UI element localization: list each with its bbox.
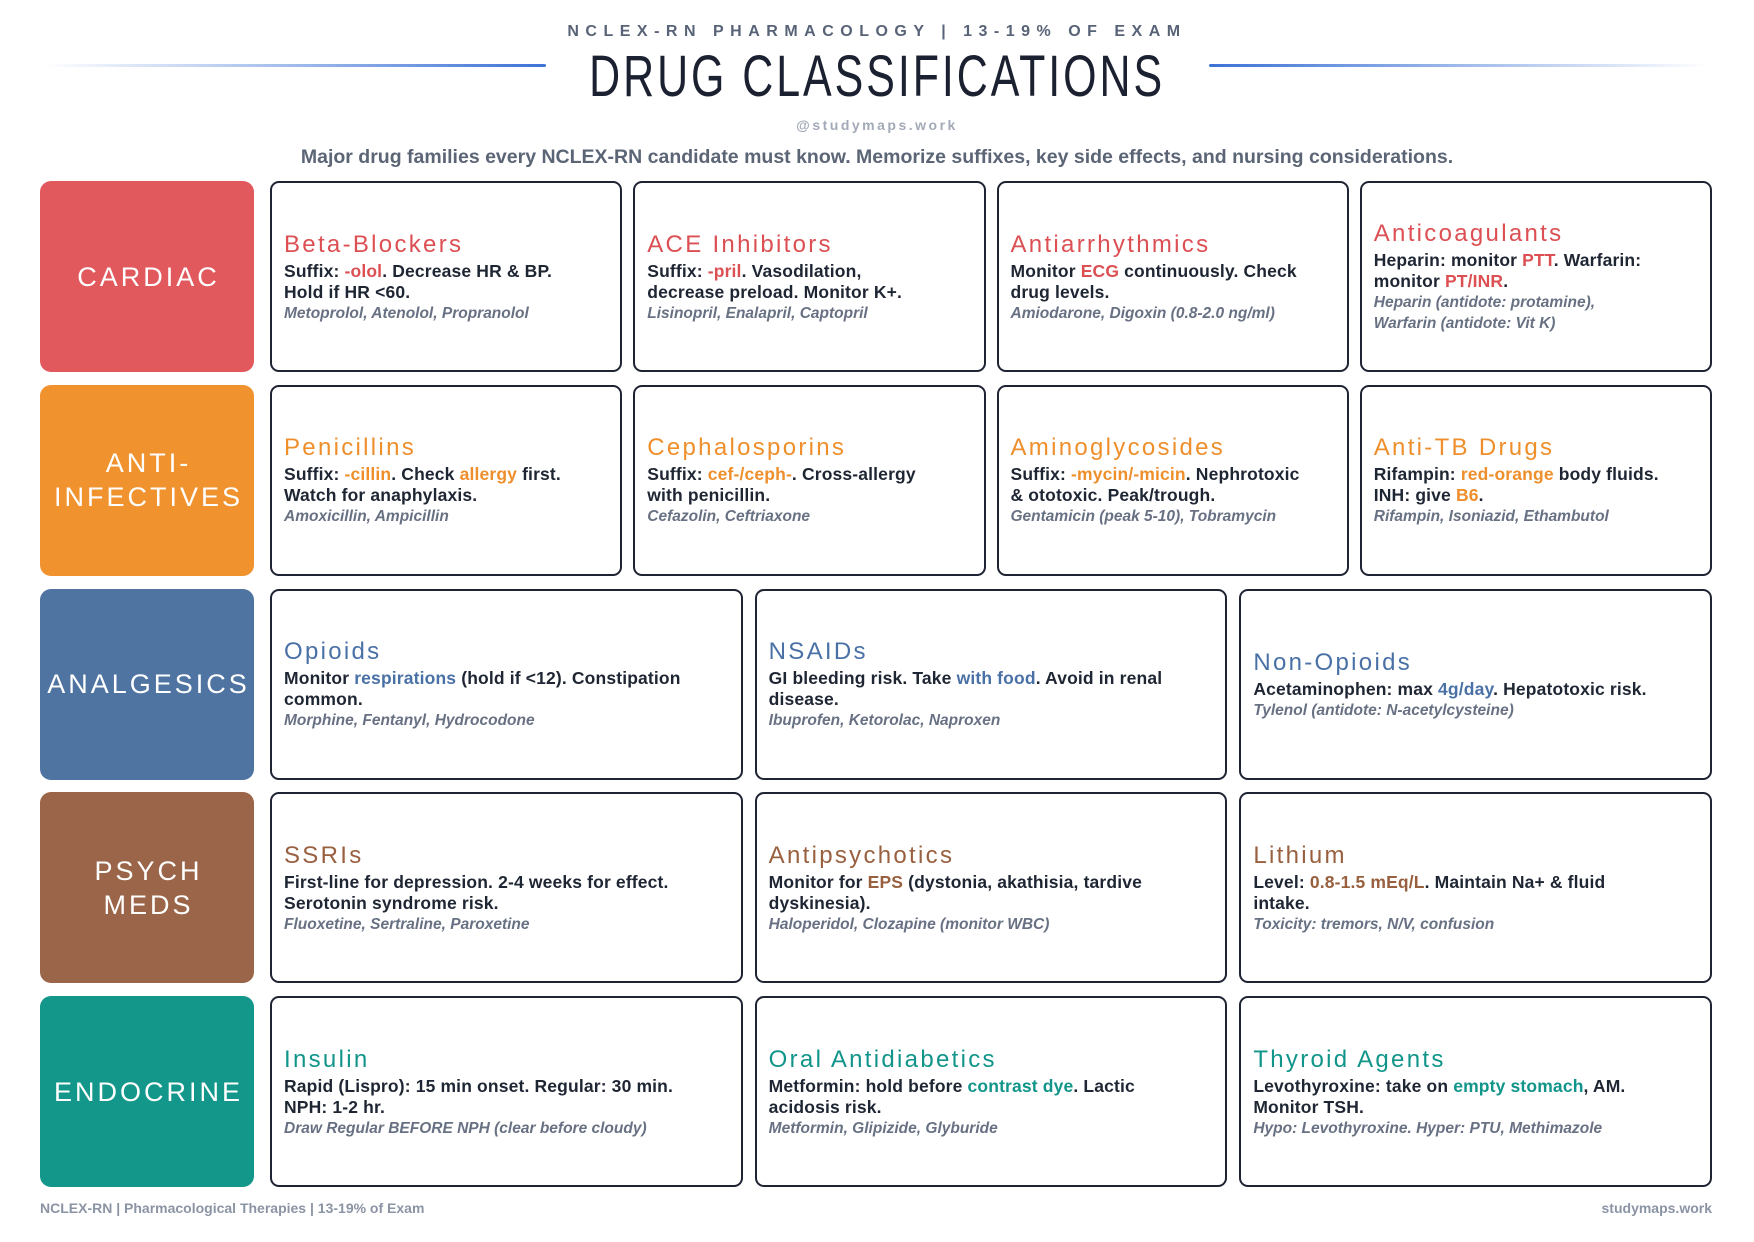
body-text: Monitor: [1010, 260, 1081, 281]
drug-classification-grid: [40, 181, 1712, 1187]
drug-card-beta-blockers: [270, 181, 622, 372]
body-text: Acetaminophen: max: [1253, 678, 1439, 699]
body-text: Monitor for: [768, 871, 868, 892]
category-label-psych-meds: [40, 792, 254, 983]
category-label-line: ANTI-: [105, 448, 192, 479]
body-text: . Avoid in renal: [1035, 668, 1163, 688]
body-text: . Warfarin:: [1553, 250, 1642, 270]
card-body-line: [647, 485, 973, 506]
body-text: first.: [517, 464, 561, 485]
body-text: Levothyroxine: take on: [1253, 1075, 1454, 1096]
card-body-line: [1253, 679, 1700, 700]
key-term-highlight: contrast dye: [967, 1075, 1074, 1096]
category-label-anti-infectives: [40, 385, 254, 576]
body-text: Suffix:: [284, 260, 345, 281]
card-body-line: [647, 464, 973, 485]
example-drugs: Metformin, Glipizide, Glyburide: [768, 1119, 998, 1137]
card-body-line: [1011, 485, 1337, 506]
example-drugs: Fluoxetine, Sertraline, Paroxetine: [284, 915, 530, 933]
card-body-line: [284, 668, 731, 689]
key-term-highlight: PT/INR: [1444, 271, 1504, 291]
body-text: (hold if <12). Constipation: [456, 668, 681, 688]
key-term-highlight: empty stomach: [1453, 1075, 1584, 1096]
card-body-line: [1253, 1097, 1700, 1118]
card-body-line: [1253, 1076, 1700, 1097]
example-drugs: Lisinopril, Enalapril, Captopril: [647, 304, 868, 322]
drug-card-non-opioids: [1239, 589, 1712, 780]
body-text: Metformin: hold before: [768, 1075, 968, 1096]
drug-card-lithium: [1239, 792, 1712, 983]
category-row-psych-meds: [40, 792, 1712, 983]
category-row-endocrine: [40, 996, 1712, 1187]
example-drugs: Haloperidol, Clozapine (monitor WBC): [768, 915, 1050, 933]
key-term-highlight: -pril: [707, 260, 742, 281]
category-row-analgesics: [40, 589, 1712, 780]
key-term-highlight: PTT: [1522, 250, 1554, 270]
drug-class-title: Anticoagulants: [1373, 220, 1564, 247]
title-container: [0, 44, 1754, 109]
body-text: & ototoxic. Peak/trough.: [1010, 485, 1216, 506]
author-handle: @studymaps.work: [796, 117, 958, 133]
drug-class-title: Penicillins: [284, 434, 417, 462]
category-row-cardiac: [40, 181, 1712, 372]
card-body-line: [284, 485, 610, 506]
card-body-line: [284, 464, 610, 485]
drug-class-title: Anti-TB Drugs: [1373, 434, 1555, 462]
card-body-line: [1374, 250, 1700, 271]
card-body-line: [1011, 464, 1337, 485]
drug-class-title: Antiarrhythmics: [1010, 230, 1211, 258]
example-drugs: Draw Regular BEFORE NPH (clear before cloudy): [284, 1119, 647, 1137]
example-drugs: Cefazolin, Ceftriaxone: [647, 508, 811, 526]
body-text: . Check: [391, 464, 460, 485]
intro-text: Major drug families every NCLEX-RN candidate must know. Memorize suffixes, key side effects, and nursing considerations.: [300, 146, 1454, 168]
card-body-line: [1011, 282, 1337, 303]
drug-card-thyroid-agents: [1239, 996, 1712, 1187]
body-text: monitor: [1373, 271, 1445, 291]
body-text: Rifampin:: [1373, 464, 1461, 485]
card-body-line: [769, 1097, 1216, 1118]
body-text: common.: [284, 689, 363, 709]
card-body-line: [769, 893, 1216, 914]
page-title: DRUG CLASSIFICATIONS: [589, 44, 1165, 109]
card-body-line: [284, 1076, 731, 1097]
body-text: First-line for depression. 2-4 weeks for effect.: [284, 871, 669, 892]
card-body-line: [769, 1076, 1216, 1097]
drug-card-aminoglycosides: [997, 385, 1349, 576]
header-eyebrow: NCLEX-RN PHARMACOLOGY | 13-19% OF EXAM: [567, 23, 1187, 40]
drug-class-title: NSAIDs: [768, 638, 868, 665]
card-body-line: [647, 261, 973, 282]
body-text: Serotonin syndrome risk.: [284, 892, 499, 913]
drug-class-title: Antipsychotics: [768, 841, 955, 869]
drug-card-opioids: [270, 589, 743, 780]
card-group-analgesics: [270, 589, 1712, 780]
card-body-line: [284, 872, 731, 893]
key-term-highlight: 0.8-1.5 mEq/L: [1309, 871, 1425, 892]
body-text: acidosis risk.: [768, 1096, 882, 1117]
drug-class-title: Beta-Blockers: [284, 230, 464, 258]
key-term-highlight: EPS: [867, 871, 904, 892]
category-label-analgesics: [40, 589, 254, 780]
drug-class-title: Opioids: [284, 638, 382, 665]
example-drugs: Morphine, Fentanyl, Hydrocodone: [284, 712, 535, 729]
card-body-line: [769, 668, 1216, 689]
drug-class-title: Insulin: [284, 1045, 370, 1073]
key-term-highlight: -cillin: [344, 464, 392, 485]
body-text: Heparin: monitor: [1373, 250, 1523, 270]
drug-class-title: SSRIs: [284, 841, 364, 869]
body-text: Monitor TSH.: [1253, 1096, 1364, 1117]
body-text: Suffix:: [647, 260, 708, 281]
body-text: NPH: 1-2 hr.: [284, 1096, 385, 1117]
example-drugs: Ibuprofen, Ketorolac, Naproxen: [768, 712, 1001, 729]
drug-class-title: Aminoglycosides: [1010, 434, 1226, 462]
example-drugs: Heparin (antidote: protamine),: [1373, 294, 1596, 311]
body-text: body fluids.: [1553, 464, 1659, 485]
card-body-line: [284, 689, 731, 710]
body-text: Suffix:: [284, 464, 345, 485]
example-drugs: Metoprolol, Atenolol, Propranolol: [284, 304, 529, 322]
body-text: . Lactic: [1073, 1075, 1135, 1096]
card-body-line: [1011, 261, 1337, 282]
category-label-line: CARDIAC: [77, 261, 220, 292]
card-body-line: [1374, 464, 1700, 485]
key-term-highlight: B6: [1455, 485, 1479, 506]
example-drugs: Toxicity: tremors, N/V, confusion: [1253, 915, 1495, 933]
card-body-line: [647, 282, 973, 303]
key-term-highlight: -mycin/-micin: [1071, 464, 1186, 485]
category-label-cardiac: [40, 181, 254, 372]
example-drugs: Rifampin, Isoniazid, Ethambutol: [1373, 508, 1609, 526]
example-drugs: Hypo: Levothyroxine. Hyper: PTU, Methimazole: [1253, 1119, 1603, 1137]
example-drugs: Gentamicin (peak 5-10), Tobramycin: [1010, 508, 1277, 526]
example-drugs: Amiodarone, Digoxin (0.8-2.0 ng/ml): [1010, 304, 1275, 322]
drug-card-penicillins: [270, 385, 622, 576]
key-term-highlight: respirations: [354, 668, 457, 688]
category-label-line: ANALGESICS: [47, 669, 250, 699]
body-text: . Nephrotoxic: [1185, 464, 1300, 485]
key-term-highlight: allergy: [459, 464, 518, 485]
body-text: Suffix:: [647, 464, 708, 485]
body-text: .: [1503, 271, 1509, 291]
body-text: with penicillin.: [647, 485, 771, 506]
drug-class-title: Lithium: [1253, 841, 1347, 869]
drug-card-antipsychotics: [755, 792, 1228, 983]
category-label-line: MEDS: [103, 889, 194, 920]
drug-class-title: Cephalosporins: [647, 434, 847, 462]
example-drugs: Tylenol (antidote: N-acetylcysteine): [1253, 701, 1514, 719]
body-text: decrease preload. Monitor K+.: [647, 281, 903, 302]
card-body-line: [284, 261, 610, 282]
footer-brand: studymaps.work: [1601, 1200, 1712, 1216]
card-body-line: [284, 282, 610, 303]
card-body-line: [1374, 271, 1700, 292]
body-text: GI bleeding risk. Take: [768, 668, 957, 688]
drug-card-oral-antidiabetics: [755, 996, 1228, 1187]
drug-class-title: Oral Antidiabetics: [768, 1045, 997, 1073]
drug-card-insulin: [270, 996, 743, 1187]
body-text: drug levels.: [1010, 281, 1110, 302]
drug-card-antiarrhythmics: [997, 181, 1349, 372]
key-term-highlight: 4g/day: [1438, 678, 1494, 699]
card-body-line: [769, 689, 1216, 710]
category-row-anti-infectives: [40, 385, 1712, 576]
body-text: (dystonia, akathisia, tardive: [903, 871, 1143, 892]
body-text: disease.: [768, 689, 839, 709]
drug-card-ssris: [270, 792, 743, 983]
card-group-cardiac: [270, 181, 1712, 372]
body-text: .: [1478, 485, 1484, 506]
card-group-endocrine: [270, 996, 1712, 1187]
drug-card-cephalosporins: [633, 385, 985, 576]
body-text: , AM.: [1583, 1075, 1626, 1096]
drug-class-title: Thyroid Agents: [1253, 1045, 1446, 1073]
body-text: intake.: [1253, 892, 1310, 913]
category-label-line: INFECTIVES: [53, 482, 244, 513]
body-text: . Cross-allergy: [791, 464, 916, 485]
card-body-line: [769, 872, 1216, 893]
card-body-line: [1374, 485, 1700, 506]
card-body-line: [1253, 893, 1700, 914]
body-text: Suffix:: [1010, 464, 1072, 485]
card-group-anti-infectives: [270, 385, 1712, 576]
key-term-highlight: with food: [956, 668, 1036, 688]
example-drugs: Warfarin (antidote: Vit K): [1373, 315, 1556, 332]
card-body-line: [284, 893, 731, 914]
body-text: Hold if HR <60.: [284, 281, 411, 302]
body-text: . Decrease HR & BP.: [382, 260, 553, 281]
category-label-line: ENDOCRINE: [53, 1076, 243, 1107]
body-text: Watch for anaphylaxis.: [284, 485, 478, 506]
drug-card-anti-tb-drugs: [1360, 385, 1712, 576]
body-text: . Maintain Na+ & fluid: [1424, 871, 1606, 892]
key-term-highlight: cef-/ceph-: [707, 464, 792, 485]
body-text: . Hepatotoxic risk.: [1493, 678, 1647, 699]
key-term-highlight: ECG: [1080, 260, 1120, 281]
body-text: . Vasodilation,: [741, 260, 862, 281]
body-text: Monitor: [284, 668, 355, 688]
body-text: continuously. Check: [1119, 260, 1297, 281]
drug-card-ace-inhibitors: [633, 181, 985, 372]
drug-class-title: ACE Inhibitors: [647, 230, 833, 258]
drug-class-title: Non-Opioids: [1253, 648, 1413, 676]
body-text: Rapid (Lispro): 15 min onset. Regular: 30 min.: [284, 1075, 674, 1096]
footer-source: NCLEX-RN | Pharmacological Therapies | 13-19% of Exam: [40, 1200, 425, 1216]
card-group-psych-meds: [270, 792, 1712, 983]
drug-card-nsaids: [755, 589, 1228, 780]
body-text: Level:: [1253, 871, 1310, 892]
drug-card-anticoagulants: [1360, 181, 1712, 372]
key-term-highlight: red-orange: [1460, 464, 1554, 485]
body-text: dyskinesia).: [768, 892, 871, 913]
card-body-line: [284, 1097, 731, 1118]
category-label-endocrine: [40, 996, 254, 1187]
card-body-line: [1253, 872, 1700, 893]
key-term-highlight: -olol: [344, 260, 383, 281]
example-drugs: Amoxicillin, Ampicillin: [284, 508, 449, 526]
body-text: INH: give: [1373, 485, 1456, 506]
category-label-line: PSYCH: [94, 855, 203, 886]
